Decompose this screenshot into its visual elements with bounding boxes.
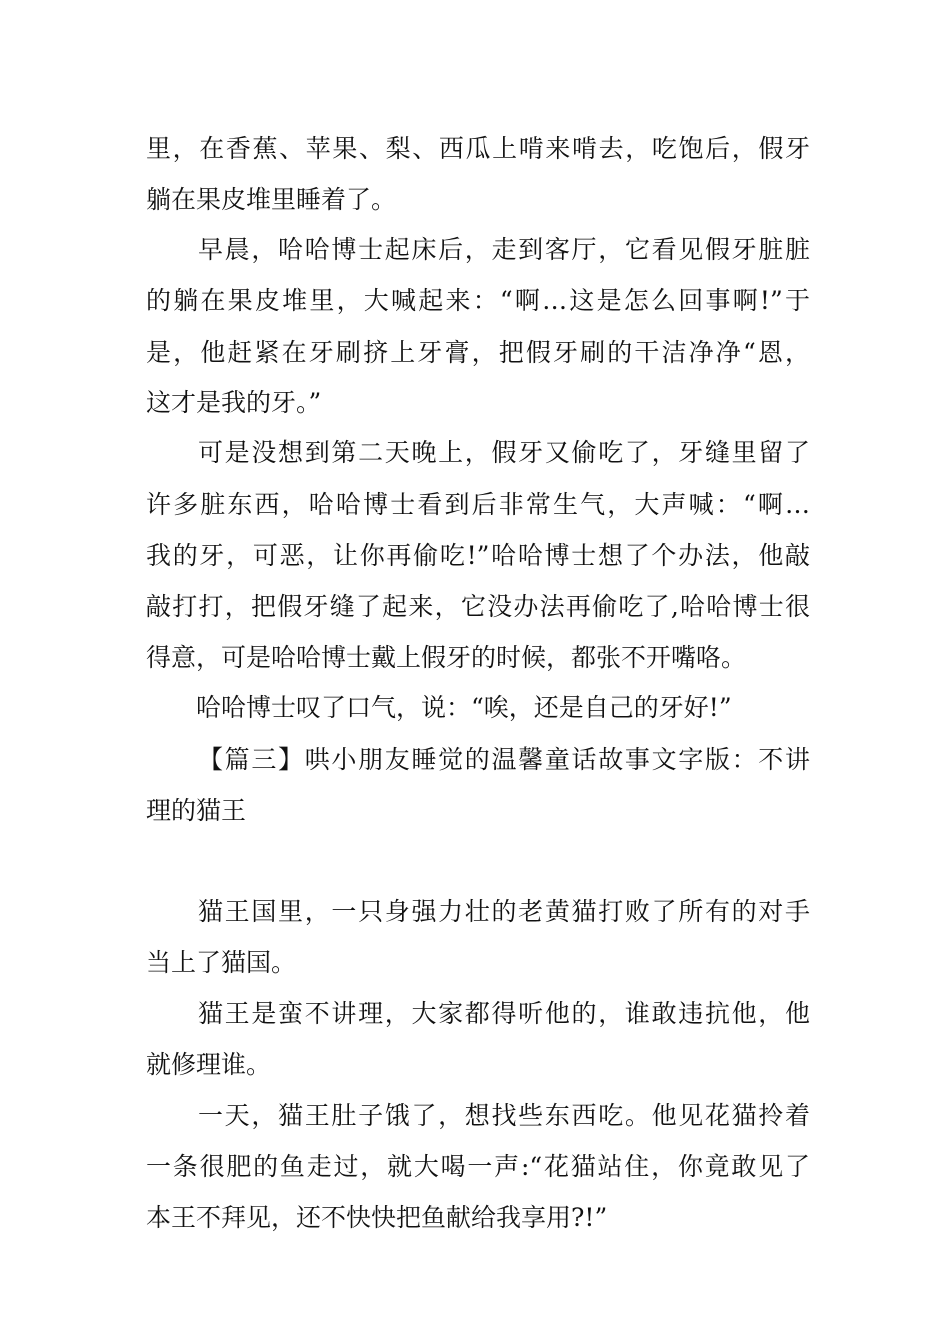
text-line: 许多脏东西，哈哈博士看到后非常生气，大声喊：“啊…	[146, 490, 810, 519]
text-line: 这才是我的牙。”	[146, 388, 322, 417]
text-line: 躺在果皮堆里睡着了。	[146, 185, 397, 214]
paragraph-first-line: 一天，猫王肚子饿了，想找些东西吃。他见花猫拎着	[198, 1101, 810, 1130]
text-line: 我的牙，可恶，让你再偷吃!”哈哈博士想了个办法，他敲	[146, 541, 810, 570]
text-line: 里，在香蕉、苹果、梨、西瓜上啃来啃去，吃饱后，假牙	[146, 134, 810, 163]
text-line: 得意，可是哈哈博士戴上假牙的时候，都张不开嘴咯。	[146, 643, 747, 672]
paragraph-first-line: 哈哈博士叹了口气，说：“唉，还是自己的牙好!”	[196, 693, 732, 722]
paragraph-first-line: 早晨，哈哈博士起床后，走到客厅，它看见假牙脏脏	[198, 235, 810, 264]
text-line: 敲打打，把假牙缝了起来，它没办法再偷吃了,哈哈博士很	[146, 592, 810, 621]
text-line: 的躺在果皮堆里，大喊起来：“啊…这是怎么回事啊!”于	[146, 286, 810, 315]
section-heading-line: 【篇三】哄小朋友睡觉的温馨童话故事文字版：不讲	[198, 745, 810, 774]
text-line: 本王不拜见，还不快快把鱼献给我享用?!”	[146, 1203, 608, 1232]
section-heading-line: 理的猫王	[146, 796, 247, 825]
text-line: 是，他赶紧在牙刷挤上牙膏，把假牙刷的干洁净净“恩，	[146, 338, 810, 367]
text-line: 当上了猫国。	[146, 948, 297, 977]
paragraph-first-line: 猫王国里，一只身强力壮的老黄猫打败了所有的对手	[198, 897, 810, 926]
paragraph-first-line: 猫王是蛮不讲理，大家都得听他的，谁敢违抗他，他	[198, 999, 810, 1028]
paragraph-first-line: 可是没想到第二天晚上，假牙又偷吃了，牙缝里留了	[198, 438, 810, 467]
text-line: 就修理谁。	[146, 1050, 272, 1079]
text-line: 一条很肥的鱼走过，就大喝一声:“花猫站住，你竟敢见了	[146, 1152, 810, 1181]
